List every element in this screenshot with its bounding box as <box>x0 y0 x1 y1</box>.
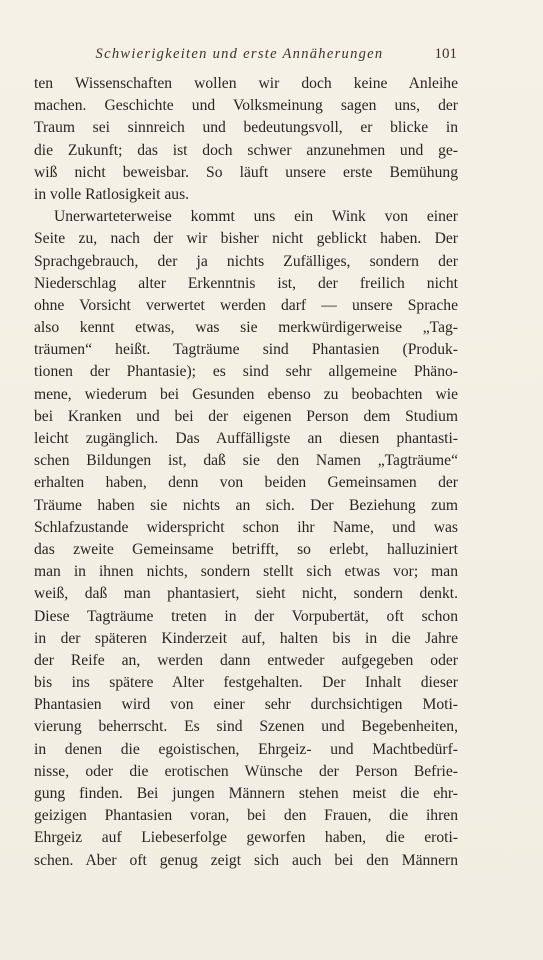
text-line: vierung beherrscht. Es sind Szenen und Begebenheiten, <box>34 718 458 736</box>
text-line: träumen“ heißt. Tagträume sind Phantasien (Produk- <box>34 341 458 359</box>
text-line: Niederschlag alter Erkenntnis ist, der freilich nicht <box>34 274 458 292</box>
text-line: der Reife an, werden dann entweder aufgegeben oder <box>34 651 458 669</box>
text-line: ohne Vorsicht verwertet werden darf — unsere Sprache <box>34 296 458 314</box>
text-line: in der späteren Kinderzeit auf, halten bis in die Jahre <box>34 629 458 647</box>
text-line: tionen der Phantasie); es sind sehr allgemeine Phäno- <box>34 363 458 381</box>
text-line: Phantasien wird von einer sehr durchsichtigen Moti- <box>34 696 458 714</box>
text-line: wiß nicht beweisbar. So läuft unsere erste Bemühung <box>34 163 458 181</box>
text-line: mene, wiederum bei Gesunden ebenso zu beobachten wie <box>34 385 458 403</box>
text-line: bis ins spätere Alter festgehalten. Der Inhalt dieser <box>34 674 458 692</box>
text-line: Schlafzustande widerspricht schon ihr Name, und was <box>34 518 458 536</box>
text-line: leicht zugänglich. Das Auffälligste an diesen phantasti- <box>34 430 458 447</box>
text-line: machen. Geschichte und Volksmeinung sagen uns, der <box>34 97 458 115</box>
text-line: gung finden. Bei jungen Männern stehen meist die ehr- <box>34 785 458 802</box>
text-line: in denen die egoistischen, Ehrgeiz- und Machtbedürf- <box>34 740 458 758</box>
text-line: geizigen Phantasien voran, bei den Frauen, die ihren <box>34 807 458 825</box>
body-text <box>34 73 458 872</box>
running-head: Schwierigkeiten und erste Annäherungen <box>95 46 384 62</box>
text-line: in volle Ratlosigkeit aus. <box>34 185 190 203</box>
text-line: erhalten haben, denn von beiden Gemeinsamen der <box>34 474 458 492</box>
text-line: Traum sei sinnreich und bedeutungsvoll, er blicke in <box>34 119 458 137</box>
text-line: Träume haben sie nichts an sich. Der Beziehung zum <box>34 496 458 514</box>
text-line: Diese Tagträume treten in der Vorpubertät, oft schon <box>34 607 458 625</box>
text-line: schen Bildungen ist, daß sie den Namen „Tagträume“ <box>34 452 458 470</box>
text-line: weiß, daß man phantasiert, sieht nicht, sondern denkt. <box>34 585 458 603</box>
text-line: ten Wissenschaften wollen wir doch keine Anleihe <box>34 75 458 92</box>
text-line: das zweite Gemeinsame betrifft, so erlebt, halluziniert <box>34 540 458 558</box>
text-line: die Zukunft; das ist doch schwer anzunehmen und ge- <box>34 141 458 159</box>
text-line: schen. Aber oft genug zeigt sich auch bei den Männern <box>34 851 458 869</box>
text-line: Unerwarteterweise kommt uns ein Wink von einer <box>54 208 458 226</box>
text-line: bei Kranken und bei der eigenen Person dem Studium <box>34 407 458 425</box>
page-number: 101 <box>434 46 457 62</box>
text-line: Sprachgebrauch, der ja nichts Zufälliges, sondern der <box>34 252 458 270</box>
page-header <box>62 46 457 68</box>
text-line: nisse, oder die erotischen Wünsche der Person Befrie- <box>34 762 458 780</box>
text-line: Seite zu, nach der wir bisher nicht geblickt haben. Der <box>34 230 458 248</box>
text-line: Ehrgeiz auf Liebeserfolge geworfen haben, die eroti- <box>34 829 458 847</box>
text-line: man in ihnen nichts, sondern stellt sich etwas vor; man <box>34 563 458 581</box>
text-line: also kennt etwas, was sie merkwürdigerweise „Tag- <box>34 319 458 337</box>
